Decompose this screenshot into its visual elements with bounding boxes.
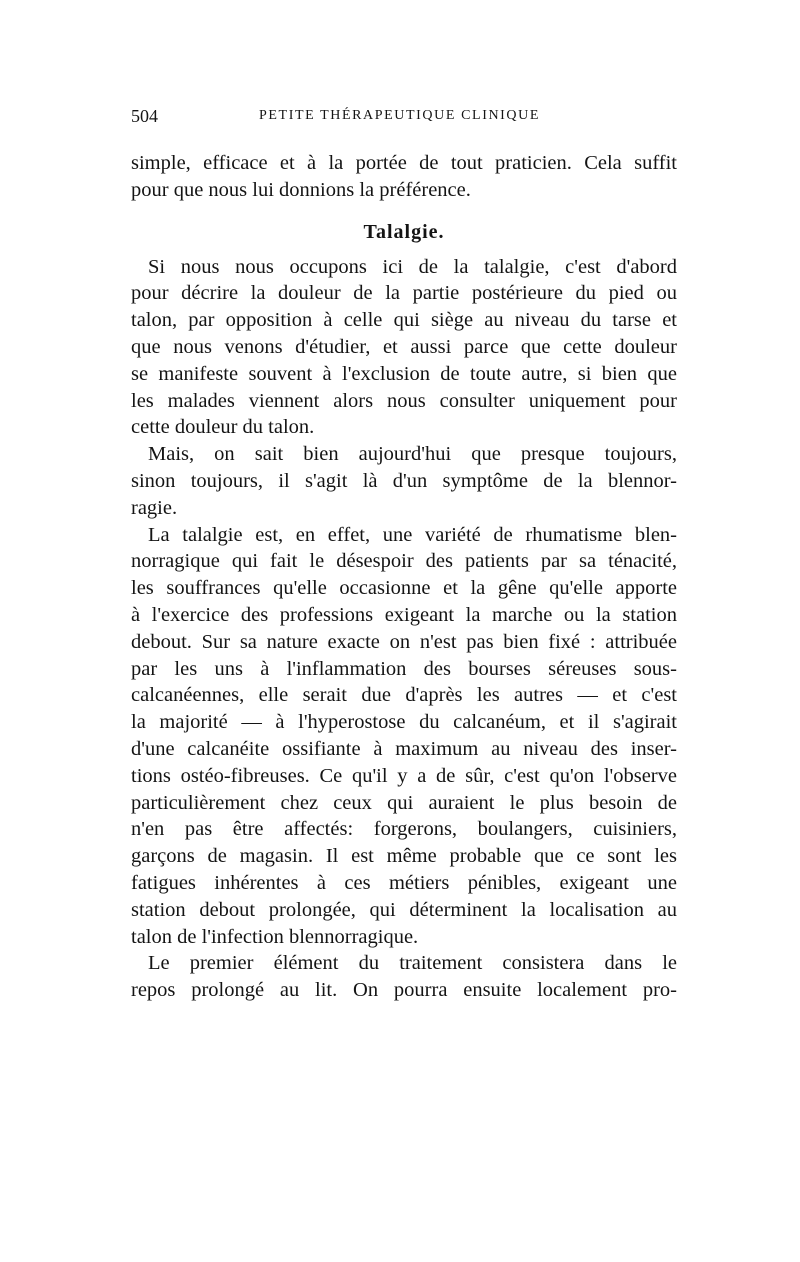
text-line: La talalgie est, en effet, une variété de rhumatisme blen- <box>148 523 677 546</box>
text-line: talon de l'infection blennorragique. <box>131 925 419 948</box>
text-line: pour décrire la douleur de la partie postérieure du pied ou <box>131 282 677 305</box>
text-line: Mais, on sait bien aujourd'hui que presque toujours, <box>148 443 677 466</box>
text-line: ragie. <box>131 496 178 519</box>
text-line: se manifeste souvent à l'exclusion de toute autre, si bien que <box>131 362 677 385</box>
text-line: talon, par opposition à celle qui siège au niveau du tarse et <box>131 309 677 332</box>
text-line: que nous venons d'étudier, et aussi parce que cette douleur <box>131 335 677 358</box>
body-text <box>131 150 677 1004</box>
text-line: particulièrement chez ceux qui auraient le plus besoin de <box>131 791 677 814</box>
text-line: sinon toujours, il s'agit là d'un symptôme de la blennor- <box>131 469 677 492</box>
text-line: simple, efficace et à la portée de tout praticien. Cela suffit <box>131 152 677 174</box>
text-line: n'en pas être affectés: forgerons, boulangers, cuisiniers, <box>131 818 677 841</box>
text-line: Le premier élément du traitement consistera dans le <box>148 952 677 975</box>
text-line: fatigues inhérentes à ces métiers pénibles, exigeant une <box>131 871 677 894</box>
text-line: les souffrances qu'elle occasionne et la gêne qu'elle apporte <box>131 577 677 600</box>
text-line: par les uns à l'inflammation des bourses séreuses sous- <box>131 657 677 680</box>
text-line: tions ostéo-fibreuses. Ce qu'il y a de sûr, c'est qu'on l'observe <box>131 764 677 787</box>
text-line: à l'exercice des professions exigeant la marche ou la station <box>131 603 677 626</box>
running-head <box>131 106 677 130</box>
text-line: la majorité — à l'hyperostose du calcanéum, et il s'agirait <box>131 711 677 734</box>
text-line: cette douleur du talon. <box>131 416 315 439</box>
text-line: Si nous nous occupons ici de la talalgie, c'est d'abord <box>148 255 677 278</box>
text-line: les malades viennent alors nous consulter uniquement pour <box>131 389 677 412</box>
text-line: calcanéennes, elle serait due d'après les autres — et c'est <box>131 684 677 707</box>
text-line: debout. Sur sa nature exacte on n'est pas bien fixé : attribuée <box>131 630 677 653</box>
text-line: d'une calcanéite ossifiante à maximum au niveau des inser- <box>131 737 677 760</box>
section-heading: Talalgie. <box>363 220 445 243</box>
running-title: PETITE THÉRAPEUTIQUE CLINIQUE <box>259 108 540 123</box>
text-line: station debout prolongée, qui déterminent la localisation au <box>131 898 677 921</box>
text-line: norragique qui fait le désespoir des patients par sa ténacité, <box>131 550 677 573</box>
text-line: repos prolongé au lit. On pourra ensuite localement pro- <box>131 979 677 1002</box>
page-number: 504 <box>131 106 158 126</box>
text-line: garçons de magasin. Il est même probable que ce sont les <box>131 845 677 868</box>
text-line: pour que nous lui donnions la préférence. <box>131 178 471 201</box>
